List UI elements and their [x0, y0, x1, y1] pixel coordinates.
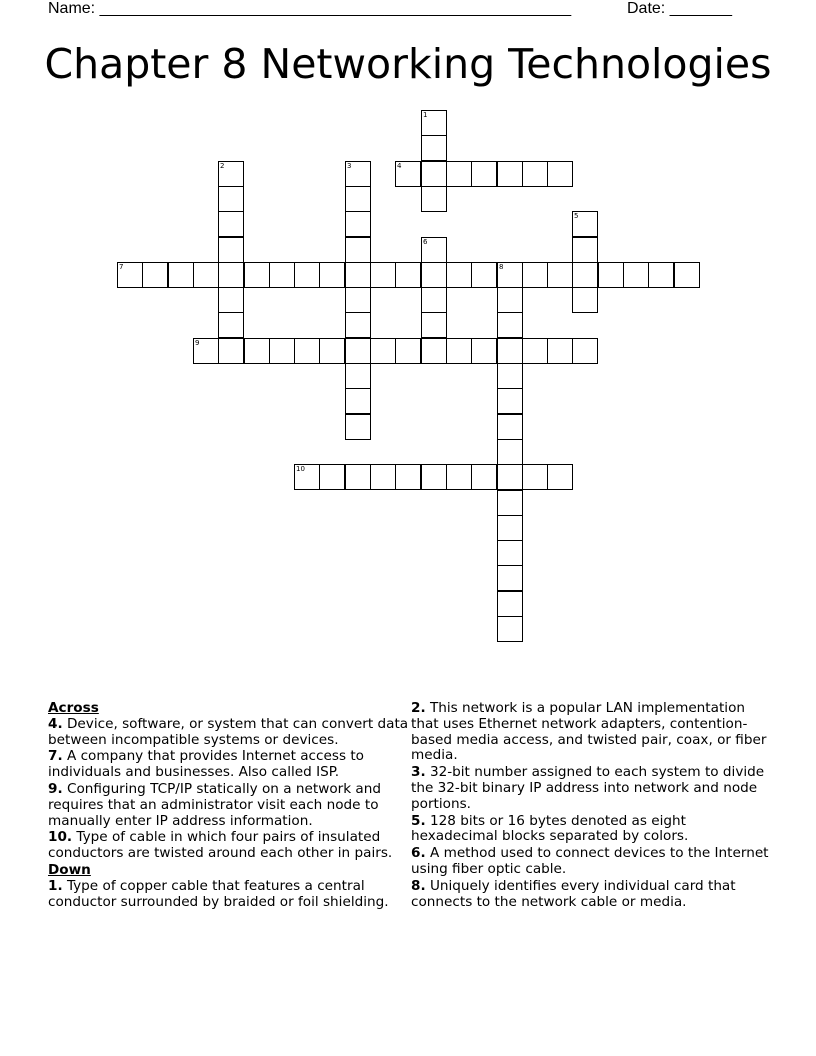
crossword-cell[interactable] [345, 161, 371, 187]
crossword-cell[interactable] [497, 439, 523, 465]
crossword-cell[interactable] [395, 464, 421, 490]
crossword-cell[interactable] [572, 287, 598, 313]
crossword-cell[interactable] [497, 515, 523, 541]
cell-number: 5 [574, 212, 579, 220]
crossword-cell[interactable] [345, 262, 371, 288]
crossword-cell[interactable] [497, 565, 523, 591]
crossword-cell[interactable] [370, 262, 396, 288]
crossword-cell[interactable] [547, 338, 573, 364]
crossword-cell[interactable] [421, 338, 447, 364]
crossword-cell[interactable] [345, 312, 371, 338]
clue-number: 5. [411, 812, 426, 829]
crossword-cell[interactable] [497, 287, 523, 313]
crossword-cell[interactable] [345, 211, 371, 237]
crossword-cell[interactable] [294, 262, 320, 288]
crossword-cell[interactable] [572, 211, 598, 237]
down-clue [411, 814, 771, 846]
crossword-cell[interactable] [421, 312, 447, 338]
crossword-cell[interactable] [218, 262, 244, 288]
clue-number: 10. [48, 829, 73, 846]
cell-number: 2 [220, 162, 225, 170]
across-clue [48, 830, 410, 862]
crossword-cell[interactable] [421, 186, 447, 212]
down-clue [411, 701, 771, 764]
crossword-cell[interactable] [395, 262, 421, 288]
crossword-cell[interactable] [446, 161, 472, 187]
cell-number: 9 [195, 339, 200, 347]
crossword-cell[interactable] [218, 287, 244, 313]
crossword-cell[interactable] [446, 338, 472, 364]
down-clue [48, 879, 410, 911]
crossword-cell[interactable] [497, 591, 523, 617]
crossword-cell[interactable] [345, 464, 371, 490]
crossword-cell[interactable] [497, 464, 523, 490]
crossword-cell[interactable] [572, 262, 598, 288]
crossword-cell[interactable] [345, 186, 371, 212]
date-field-label: Date: _______ [627, 0, 732, 17]
clue-number: 2. [411, 700, 426, 716]
clue-text: 32-bit number assigned to each system to divide the 32-bit binary IP address into network and node portions. [411, 764, 765, 812]
crossword-cell[interactable] [471, 338, 497, 364]
crossword-cell[interactable] [497, 363, 523, 389]
crossword-cell[interactable] [421, 161, 447, 187]
clue-text: Type of cable in which four pairs of insulated conductors are twisted around each other in pairs. [48, 829, 393, 862]
page-title: Chapter 8 Networking Technologies [44, 40, 772, 88]
crossword-cell[interactable] [471, 262, 497, 288]
clue-text: A method used to connect devices to the Internet using fiber optic cable. [411, 845, 769, 877]
crossword-cell[interactable] [117, 262, 143, 288]
down-clue [411, 879, 771, 911]
crossword-cell[interactable] [572, 237, 598, 263]
crossword-cell[interactable] [142, 262, 168, 288]
across-heading: Across [48, 700, 99, 716]
clue-text: A company that provides Internet access to individuals and businesses. Also called ISP. [48, 748, 364, 781]
clue-text: Device, software, or system that can convert data between incompatible systems or devices. [48, 715, 409, 748]
clue-text: 128 bits or 16 bytes denoted as eight hexadecimal blocks separated by colors. [411, 812, 689, 845]
crossword-cell[interactable] [168, 262, 194, 288]
cell-number: 8 [499, 263, 504, 271]
crossword-cell[interactable] [395, 338, 421, 364]
crossword-cell[interactable] [345, 237, 371, 263]
crossword-cell[interactable] [623, 262, 649, 288]
crossword-cell[interactable] [497, 414, 523, 440]
crossword-cell[interactable] [218, 161, 244, 187]
crossword-cell[interactable] [497, 388, 523, 414]
crossword-cell[interactable] [522, 464, 548, 490]
crossword-cell[interactable] [218, 312, 244, 338]
crossword-cell[interactable] [345, 363, 371, 389]
crossword-cell[interactable] [218, 211, 244, 237]
crossword-cell[interactable] [497, 616, 523, 642]
across-clue [48, 717, 410, 749]
crossword-cell[interactable] [218, 338, 244, 364]
crossword-cell[interactable] [193, 338, 219, 364]
cell-number: 7 [119, 263, 124, 271]
crossword-cell[interactable] [269, 262, 295, 288]
clue-number: 6. [411, 845, 426, 862]
crossword-cell[interactable] [319, 338, 345, 364]
crossword-cell[interactable] [218, 186, 244, 212]
down-heading: Down [48, 861, 91, 878]
cell-number: 1 [423, 111, 428, 119]
crossword-cell[interactable] [497, 312, 523, 338]
crossword-cell[interactable] [421, 287, 447, 313]
cell-number: 4 [397, 162, 402, 170]
crossword-cell[interactable] [547, 464, 573, 490]
clue-text: Uniquely identifies every individual card that connects to the network cable or media. [411, 877, 736, 910]
crossword-cell[interactable] [497, 540, 523, 566]
clue-number: 1. [48, 877, 63, 894]
clue-number: 4. [48, 715, 63, 732]
crossword-cell[interactable] [345, 287, 371, 313]
clue-number: 8. [411, 877, 426, 894]
crossword-cell[interactable] [421, 464, 447, 490]
crossword-cell[interactable] [547, 262, 573, 288]
crossword-cell[interactable] [345, 338, 371, 364]
clues-left-column [48, 701, 410, 911]
crossword-cell[interactable] [446, 262, 472, 288]
crossword-cell[interactable] [497, 338, 523, 364]
crossword-cell[interactable] [421, 262, 447, 288]
cell-number: 3 [347, 162, 352, 170]
crossword-cell[interactable] [244, 338, 270, 364]
crossword-cell[interactable] [294, 464, 320, 490]
crossword-cell[interactable] [547, 161, 573, 187]
crossword-cell[interactable] [446, 464, 472, 490]
across-clue [48, 782, 410, 829]
crossword-cell[interactable] [193, 262, 219, 288]
down-clue [411, 765, 771, 812]
clue-number: 9. [48, 780, 63, 797]
crossword-cell[interactable] [522, 338, 548, 364]
clue-text: Configuring TCP/IP statically on a network and requires that an administrator visit each node to manually enter IP address information. [48, 780, 381, 829]
clue-text: This network is a popular LAN implementation that uses Ethernet network adapters, contention-based media access, and twisted pair, coax, or fiber media. [411, 700, 767, 764]
crossword-cell[interactable] [269, 338, 295, 364]
cell-number: 10 [296, 465, 305, 473]
crossword-cell[interactable] [497, 490, 523, 516]
clue-number: 7. [48, 748, 63, 765]
crossword-cell[interactable] [522, 262, 548, 288]
clue-number: 3. [411, 764, 426, 781]
crossword-cell[interactable] [294, 338, 320, 364]
clues-right-column [411, 701, 771, 911]
crossword-cell[interactable] [370, 464, 396, 490]
clue-text: Type of copper cable that features a central conductor surrounded by braided or foil shielding. [48, 877, 389, 910]
cell-number: 6 [423, 238, 428, 246]
across-clue [48, 749, 410, 781]
crossword-cell[interactable] [244, 262, 270, 288]
crossword-cell[interactable] [319, 262, 345, 288]
crossword-cell[interactable] [497, 262, 523, 288]
down-clue [411, 846, 771, 878]
crossword-cell[interactable] [497, 161, 523, 187]
crossword-cell[interactable] [395, 161, 421, 187]
crossword-cell[interactable] [319, 464, 345, 490]
crossword-cell[interactable] [648, 262, 674, 288]
crossword-cell[interactable] [345, 388, 371, 414]
crossword-cell[interactable] [471, 464, 497, 490]
crossword-cell[interactable] [421, 135, 447, 161]
crossword-cell[interactable] [674, 262, 700, 288]
crossword-cell[interactable] [218, 237, 244, 263]
crossword-cell[interactable] [522, 161, 548, 187]
crossword-cell[interactable] [598, 262, 624, 288]
name-field-label: Name: _____________________________________________________ [48, 0, 572, 17]
crossword-cell[interactable] [345, 414, 371, 440]
crossword-cell[interactable] [421, 237, 447, 263]
crossword-cell[interactable] [421, 110, 447, 136]
crossword-cell[interactable] [572, 338, 598, 364]
crossword-cell[interactable] [471, 161, 497, 187]
crossword-cell[interactable] [370, 338, 396, 364]
